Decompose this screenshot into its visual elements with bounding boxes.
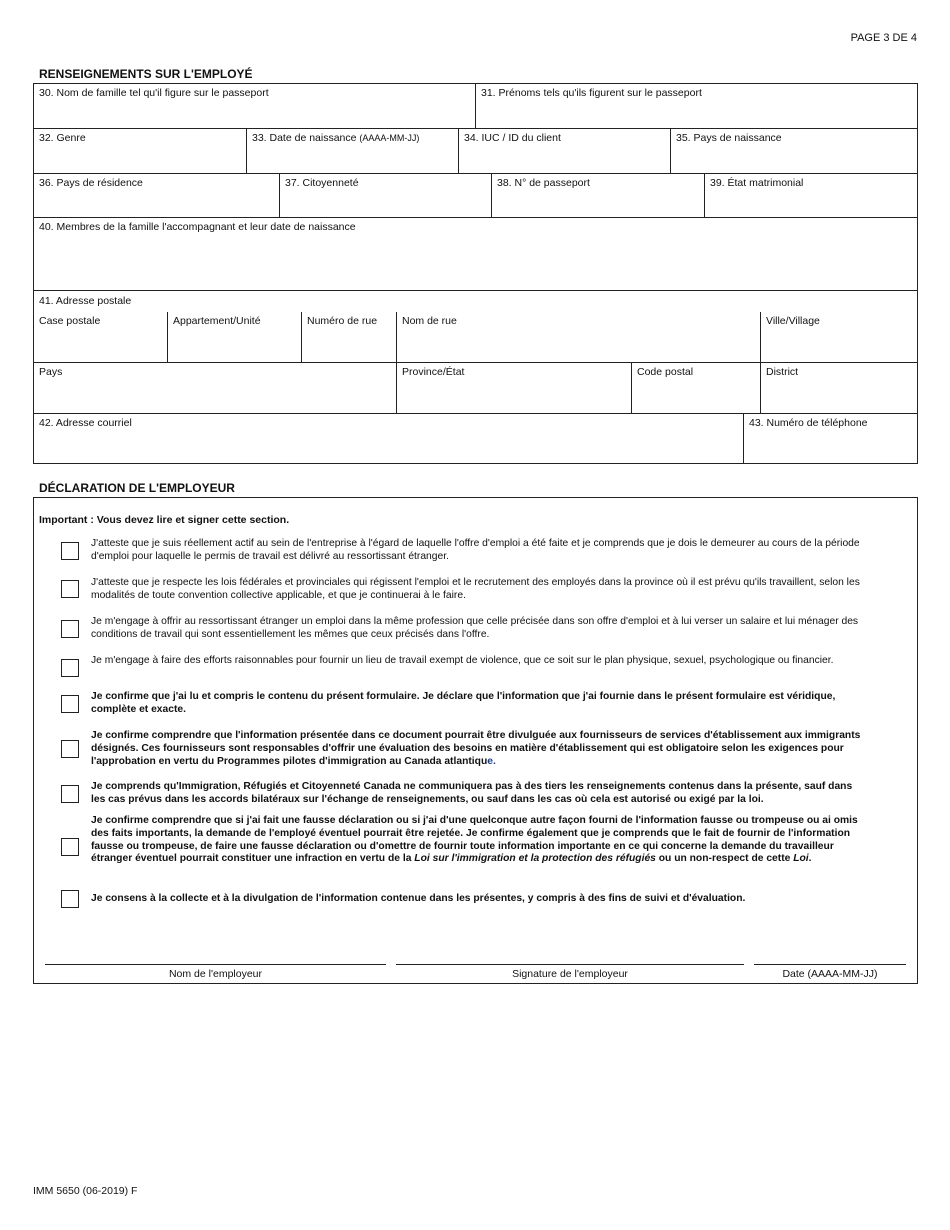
divider (33, 362, 918, 363)
divider (760, 312, 761, 414)
mailing-address-label: 41. Adresse postale (39, 295, 132, 307)
client-id-label: 34. IUC / ID du client (464, 132, 561, 144)
marital-status-label: 39. État matrimonial (710, 177, 804, 189)
declaration-section-title: DÉCLARATION DE L'EMPLOYEUR (39, 481, 235, 495)
declaration-text-8-end: . (808, 853, 812, 865)
apartment-label: Appartement/Unité (173, 315, 261, 327)
passport-number-field[interactable] (491, 173, 705, 218)
declaration-checkbox-4[interactable] (61, 659, 79, 677)
given-names-label: 31. Prénoms tels qu'ils figurent sur le passeport (481, 87, 702, 99)
declaration-text-5: Je confirme que j'ai lu et compris le contenu du présent formulaire. Je déclare que l'information que j'ai fournie dans le présent formulaire est véridique, complète et exacte. (91, 691, 836, 715)
po-box-label: Case postale (39, 315, 101, 327)
district-label: District (766, 366, 799, 378)
employer-name-line[interactable] (45, 964, 386, 965)
declaration-checkbox-8[interactable] (61, 838, 79, 856)
city-label: Ville/Village (766, 315, 820, 327)
page-number: PAGE 3 DE 4 (850, 32, 917, 44)
law-short: Loi (793, 853, 809, 865)
declaration-text-1: J'atteste que je suis réellement actif au sein de l'entreprise à l'égard de laquelle l'offre d'emploi a été faite et je comprends que je dois le demeurer au cours de la période d'emploi pour laquelle le permis de travail est délivré au ressortissant étranger. (91, 538, 860, 562)
mailing-address-block (33, 290, 918, 414)
family-name-field[interactable] (33, 83, 476, 129)
declaration-text-9: Je consens à la collecte et à la divulgation de l'information contenue dans les présentes, y compris à des fins de suivi et d'évaluation. (91, 893, 746, 904)
declaration-checkbox-5[interactable] (61, 695, 79, 713)
passport-number-label: 38. N° de passeport (497, 177, 590, 189)
phone-label: 43. Numéro de téléphone (749, 417, 868, 429)
province-label: Province/État (402, 366, 465, 378)
residence-country-field[interactable] (33, 173, 280, 218)
signature-date-label: Date (AAAA-MM-JJ) (782, 968, 878, 980)
declaration-checkbox-2[interactable] (61, 580, 79, 598)
marital-status-field[interactable] (704, 173, 918, 218)
postal-code-label: Code postal (637, 366, 694, 378)
citizenship-label: 37. Citoyenneté (285, 177, 359, 189)
citizenship-field[interactable] (279, 173, 492, 218)
declaration-text-8-main: Je confirme comprendre que si j'ai fait une fausse déclaration ou si j'ai d'une quelconque autre façon fourni de l'information fausse ou trompeuse ou ai omis des faits importants, la demande de l'employé éventuel pourrait être rejetée. Je confirme également que je comprends que le fait de fournir de l'information fausse ou trompeuse, de faire une fausse déclaration ou d'omettre de fournir toute information importante en ce qui concerne la demande du travailleur étranger éventuel pourrait constituer une infraction en vertu de la (91, 815, 858, 865)
family-members-label: 40. Membres de la famille l'accompagnant et leur date de naissance (39, 221, 356, 233)
declaration-checkbox-9[interactable] (61, 890, 79, 908)
important-notice: Important : Vous devez lire et signer cette section. (39, 514, 290, 526)
employer-name-label: Nom de l'employeur (168, 968, 263, 980)
declaration-text-8 (91, 815, 863, 866)
given-names-field[interactable] (475, 83, 918, 129)
declaration-checkbox-3[interactable] (61, 620, 79, 638)
phone-field[interactable] (743, 413, 918, 464)
family-name-label: 30. Nom de famille tel qu'il figure sur le passeport (39, 87, 269, 99)
employer-signature-label: Signature de l'employeur (512, 968, 628, 980)
employee-section-title: RENSEIGNEMENTS SUR L'EMPLOYÉ (39, 67, 253, 81)
country-label: Pays (39, 366, 63, 378)
law-title: Loi sur l'immigration et la protection des réfugiés (414, 853, 656, 865)
email-label: 42. Adresse courriel (39, 417, 132, 429)
email-field[interactable] (33, 413, 744, 464)
divider (631, 362, 632, 414)
declaration-text-6 (91, 730, 863, 768)
client-id-field[interactable] (458, 128, 671, 174)
divider (167, 312, 168, 363)
signature-date-line[interactable] (754, 964, 906, 965)
birth-country-label: 35. Pays de naissance (676, 132, 782, 144)
declaration-checkbox-6[interactable] (61, 740, 79, 758)
employer-signature-line[interactable] (396, 964, 744, 965)
birth-date-label: 33. Date de naissance (252, 132, 357, 144)
residence-country-label: 36. Pays de résidence (39, 177, 143, 189)
divider (301, 312, 302, 363)
declaration-text-6-end: e. (487, 755, 496, 767)
gender-field[interactable] (33, 128, 247, 174)
divider (396, 312, 397, 414)
declaration-checkbox-7[interactable] (61, 785, 79, 803)
form-code: IMM 5650 (06-2019) F (33, 1185, 138, 1197)
birth-date-format: (AAAA-MM-JJ) (359, 133, 420, 143)
family-members-field[interactable] (33, 217, 918, 291)
declaration-text-2: J'atteste que je respecte les lois fédérales et provinciales qui régissent l'emploi et le recrutement des employés dans la province où il est prévu qu'ils travaillent, selon les modalités de toute convention collective applicable, et que je continuerai à le faire. (91, 577, 860, 601)
declaration-text-6-main: Je confirme comprendre que l'information présentée dans ce document pourrait être divulguée aux fournisseurs de services d'établissement aux immigrants désignés. Ces fournisseurs sont responsables d'offrir une évaluation des besoins en matière d'établissement qui est obligatoire selon les exigences pour l'approbation en vertu du Programmes pilotes d'immigration au Canada atlantiqu (91, 730, 861, 767)
declaration-checkbox-1[interactable] (61, 542, 79, 560)
declaration-text-3: Je m'engage à offrir au ressortissant étranger un emploi dans la même profession que celle précisée dans son offre d'emploi et à lui verser un salaire et lui ménager des conditions de travail qui sont essentiellement les mêmes que ceux précisés dans l'offre. (91, 616, 859, 640)
street-number-label: Numéro de rue (307, 315, 378, 327)
declaration-text-4: Je m'engage à faire des efforts raisonnables pour fournir un lieu de travail exempt de violence, que ce soit sur le plan physique, sexuel, psychologique ou financier. (91, 655, 834, 666)
birth-date-field[interactable] (246, 128, 459, 174)
declaration-text-7: Je comprends qu'Immigration, Réfugiés et Citoyenneté Canada ne communiquera pas à des tiers les renseignements contenus dans la présente, sauf dans les cas prévus dans les accords bilatéraux sur l'échange de renseignements, ou sauf dans les cas où cela est autorisé ou exigé par la loi. (91, 781, 853, 805)
declaration-text-8-mid: ou un non-respect de cette (655, 853, 794, 865)
gender-label: 32. Genre (39, 132, 86, 144)
birth-country-field[interactable] (670, 128, 918, 174)
street-name-label: Nom de rue (402, 315, 457, 327)
